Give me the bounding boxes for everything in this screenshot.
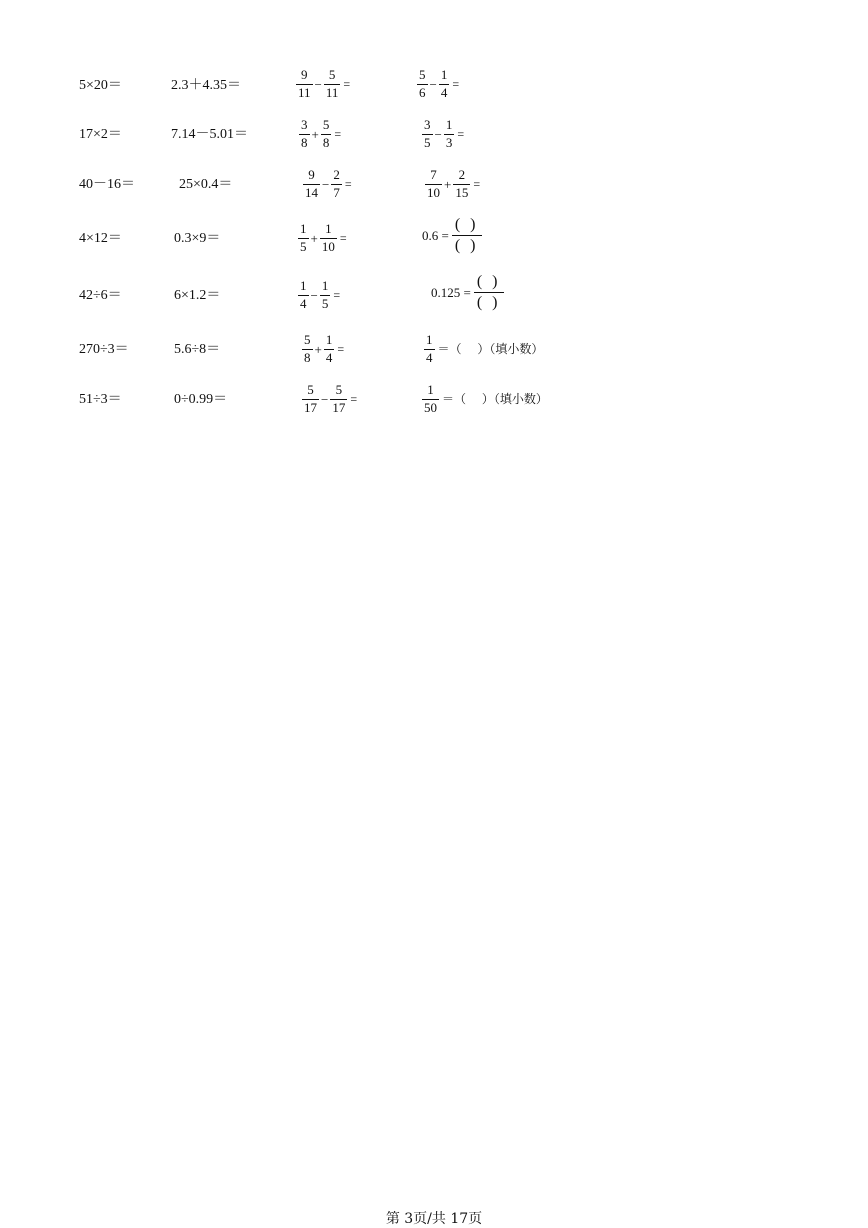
fraction <box>303 168 320 201</box>
problem-c2 <box>298 118 341 151</box>
problem-c1 <box>295 68 350 101</box>
denominator: 15 <box>455 184 469 200</box>
operator: − <box>429 76 437 92</box>
problem-c7 <box>301 383 357 416</box>
numerator: 3 <box>424 117 431 132</box>
problem-a1 <box>79 79 122 93</box>
problem-text: 25×0.4＝ <box>179 177 233 192</box>
operator: − <box>310 287 318 303</box>
numerator: 7 <box>430 167 437 182</box>
problem-d3 <box>424 168 480 201</box>
fraction <box>444 118 455 151</box>
problem-text: 51÷3＝ <box>79 392 122 407</box>
fraction <box>324 68 341 101</box>
problem-text: 0÷0.99＝ <box>174 392 228 407</box>
equals-sign: = <box>344 177 352 192</box>
problem-d2 <box>421 118 464 151</box>
equals-sign: = <box>457 127 465 142</box>
problem-a2 <box>79 128 122 142</box>
problem-text: 6×1.2＝ <box>174 288 221 303</box>
fraction <box>299 118 310 151</box>
numerator: 5 <box>304 332 311 347</box>
fraction <box>302 333 313 366</box>
problem-a6 <box>79 343 129 357</box>
problem-b3 <box>179 178 232 192</box>
operator: + <box>310 230 318 246</box>
numerator: 1 <box>325 221 332 236</box>
problem-d5 <box>431 273 505 311</box>
numerator: 5 <box>322 117 330 132</box>
equals-sign: = <box>337 342 345 357</box>
problem-c4 <box>297 222 347 255</box>
operator: − <box>321 391 329 407</box>
fraction <box>424 333 435 366</box>
problem-text: 5×20＝ <box>79 78 122 93</box>
denominator: 17 <box>332 399 346 415</box>
denominator-blank: ( ) <box>476 293 501 311</box>
problem-c5 <box>297 279 340 312</box>
numerator: 9 <box>301 67 308 82</box>
fraction <box>302 383 319 416</box>
numerator: 5 <box>335 382 343 397</box>
fraction <box>298 279 309 312</box>
denominator: 11 <box>325 84 339 100</box>
denominator: 7 <box>333 184 340 200</box>
problem-text: 5.6÷8＝ <box>174 342 221 357</box>
numerator: 1 <box>300 278 307 293</box>
equals-sign: = <box>333 288 341 303</box>
problem-a4 <box>79 232 122 246</box>
operator: + <box>444 176 452 192</box>
denominator: 4 <box>325 349 333 365</box>
equals-sign: = <box>350 392 358 407</box>
denominator: 4 <box>300 295 307 311</box>
numerator: 5 <box>328 67 336 82</box>
numerator: 5 <box>419 67 426 82</box>
problem-text: 0.3×9＝ <box>174 231 221 246</box>
problem-a5 <box>79 289 122 303</box>
denominator: 8 <box>304 349 311 365</box>
problem-text: 7.14－5.01＝ <box>171 127 248 142</box>
fraction <box>417 68 428 101</box>
numerator: 3 <box>301 117 308 132</box>
denominator: 17 <box>304 399 317 415</box>
problem-c6 <box>301 333 344 366</box>
problem-d1 <box>416 68 459 101</box>
numerator: 2 <box>458 167 466 182</box>
fraction <box>453 168 470 201</box>
denominator: 5 <box>321 295 329 311</box>
denominator: 6 <box>419 84 426 100</box>
numerator: 1 <box>440 67 448 82</box>
equals-sign: = <box>343 77 351 92</box>
problem-text: 4×12＝ <box>79 231 122 246</box>
fraction <box>320 222 337 255</box>
numerator-blank: ( ) <box>454 216 479 233</box>
numerator: 5 <box>307 382 314 397</box>
problem-a7 <box>79 393 122 407</box>
numerator: 1 <box>321 278 329 293</box>
problem-text: 2.3＋4.35＝ <box>171 78 241 93</box>
problem-b6 <box>174 343 220 357</box>
operator: − <box>434 126 442 142</box>
fraction <box>439 68 450 101</box>
decimal-value: 0.6 = <box>422 227 449 243</box>
operator: − <box>322 176 330 192</box>
problem-b7 <box>174 393 227 407</box>
answer-blank: ＝（ ）（填小数） <box>442 392 548 407</box>
denominator-blank: ( ) <box>454 236 479 254</box>
problem-b4 <box>174 232 220 246</box>
operator: + <box>311 126 319 142</box>
problem-c3 <box>302 168 352 201</box>
equals-sign: = <box>334 127 342 142</box>
fraction <box>330 383 347 416</box>
numerator: 1 <box>427 382 434 397</box>
denominator: 11 <box>298 84 311 100</box>
equals-sign: = <box>452 77 460 92</box>
fraction <box>331 168 342 201</box>
problem-d4 <box>422 216 483 254</box>
problem-d6 <box>423 333 543 366</box>
decimal-value: 0.125 = <box>431 284 471 300</box>
problem-b5 <box>174 289 220 303</box>
numerator: 9 <box>308 167 315 182</box>
fraction <box>422 118 433 151</box>
denominator: 14 <box>305 184 318 200</box>
fraction <box>320 279 331 312</box>
numerator: 1 <box>426 332 433 347</box>
numerator: 1 <box>325 332 333 347</box>
problem-text: 270÷3＝ <box>79 342 129 357</box>
numerator: 1 <box>445 117 453 132</box>
operator: + <box>314 341 322 357</box>
denominator: 50 <box>424 399 437 415</box>
fraction <box>296 68 313 101</box>
problem-b2 <box>171 128 248 142</box>
page-number: 第 3页/共 17页 <box>385 1211 483 1227</box>
numerator-blank: ( ) <box>476 273 501 290</box>
denominator: 10 <box>427 184 440 200</box>
problem-text: 17×2＝ <box>79 127 122 142</box>
numerator: 1 <box>300 221 307 236</box>
answer-fraction <box>452 216 482 254</box>
problem-d7 <box>421 383 548 416</box>
fraction <box>422 383 439 416</box>
numerator: 2 <box>333 167 340 182</box>
answer-fraction <box>474 273 504 311</box>
equals-sign: = <box>339 231 347 246</box>
denominator: 3 <box>445 134 453 150</box>
problem-a3 <box>79 178 135 192</box>
problem-b1 <box>171 79 241 93</box>
operator: − <box>314 76 322 92</box>
problem-text: 42÷6＝ <box>79 288 122 303</box>
problem-text: 40－16＝ <box>79 177 135 192</box>
fraction <box>298 222 309 255</box>
denominator: 8 <box>322 134 330 150</box>
denominator: 8 <box>301 134 308 150</box>
denominator: 10 <box>321 238 335 254</box>
denominator: 5 <box>300 238 307 254</box>
fraction <box>321 118 332 151</box>
fraction <box>324 333 335 366</box>
denominator: 4 <box>440 84 448 100</box>
equals-sign: = <box>473 177 481 192</box>
denominator: 5 <box>424 134 431 150</box>
fraction <box>425 168 442 201</box>
denominator: 4 <box>426 349 433 365</box>
answer-blank: ＝（ ）（填小数） <box>437 342 544 357</box>
